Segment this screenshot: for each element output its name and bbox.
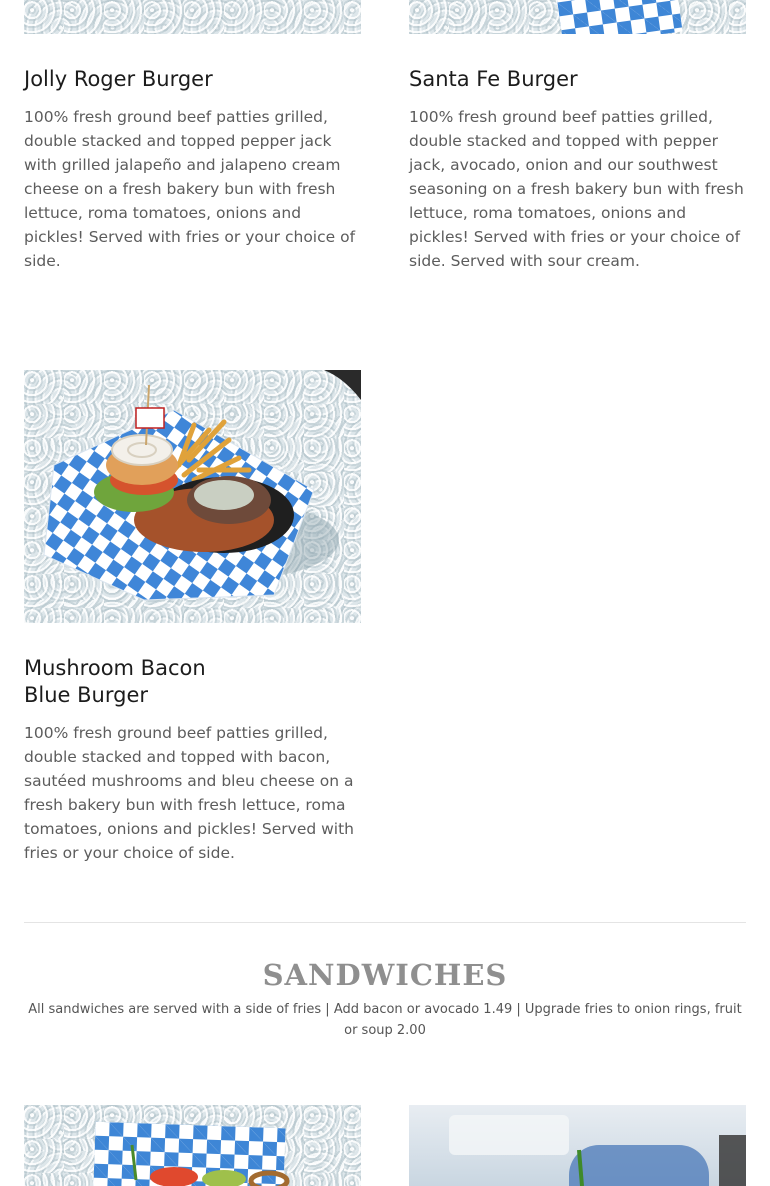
item-title-line-1: Mushroom Bacon: [24, 656, 206, 680]
sandwich-photo-1: [24, 1105, 361, 1186]
item-description-santa-fe: 100% fresh ground beef patties grilled, double stacked and topped with pepper jack, avocado, onion and our southwest seasoning on a fresh bakery bun with fresh lettuce, roma tomatoes, onions and pickles! Served with fries or your choice of side. Served with sour cream.: [409, 108, 744, 270]
section-divider: [24, 922, 746, 923]
item-title-jolly-roger: Jolly Roger Burger: [24, 67, 213, 91]
santa-fe-burger-photo: [409, 0, 746, 34]
item-title-line-2: Blue Burger: [24, 683, 149, 707]
sandwich-illustration: [24, 1105, 361, 1186]
mushroom-bacon-blue-burger-photo: [24, 370, 361, 623]
jolly-roger-burger-photo: [24, 0, 361, 34]
item-description-mushroom-bacon-blue: 100% fresh ground beef patties grilled, double stacked and topped with bacon, sautéed mushrooms and bleu cheese on a fresh bakery bun with fresh lettuce, roma tomatoes, onions and pickles! Served with fries or your choice of side.: [24, 724, 355, 862]
burger-illustration: [24, 370, 361, 623]
section-heading-sandwiches: SANDWICHES: [262, 958, 508, 992]
checkered-paper: [555, 0, 682, 34]
item-description-jolly-roger: 100% fresh ground beef patties grilled, double stacked and topped pepper jack with grilled jalapeño and jalapeno cream cheese on a fresh bakery bun with fresh lettuce, roma tomatoes, onions and pickles! Served with fries or your choice of side.: [24, 108, 356, 270]
item-title-santa-fe: Santa Fe Burger: [409, 67, 578, 91]
sandwiches-note: All sandwiches are served with a side of fries | Add bacon or avocado 1.49 | Upgrade fries to onion rings, fruit or soup 2.00: [28, 1002, 742, 1038]
sandwich-photo-2: [409, 1105, 746, 1186]
item-title-mushroom-bacon-blue: [24, 655, 361, 709]
toothpick-illustration: [409, 1105, 746, 1186]
